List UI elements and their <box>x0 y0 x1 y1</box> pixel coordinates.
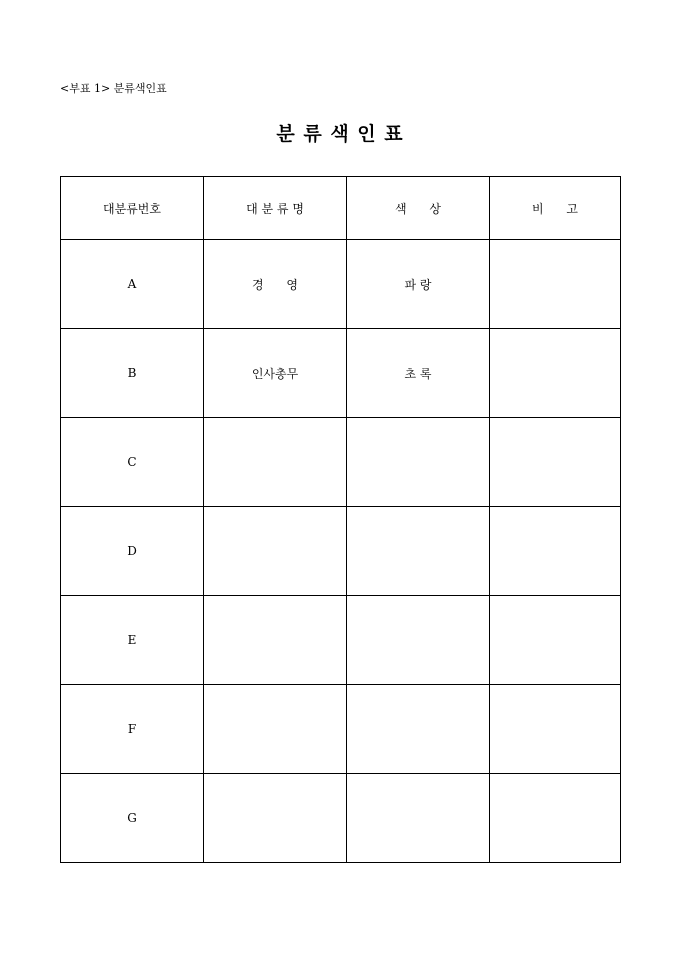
table-row <box>61 507 621 596</box>
category-number-cell: D <box>61 507 204 596</box>
page-title: 분 류 색 인 표 <box>276 123 404 145</box>
remarks-cell <box>490 685 621 774</box>
table-row <box>61 596 621 685</box>
category-number-cell: G <box>61 774 204 863</box>
table-row <box>61 685 621 774</box>
color-cell <box>347 685 490 774</box>
appendix-caption: <부표 1> 분류색인표 <box>60 82 167 95</box>
remarks-cell <box>490 240 621 329</box>
category-name-cell <box>204 596 347 685</box>
color-cell <box>347 596 490 685</box>
remarks-cell <box>490 507 621 596</box>
color-cell: 파 랑 <box>347 240 490 329</box>
category-name-cell <box>204 685 347 774</box>
header-color: 색 상 <box>347 177 490 240</box>
header-remarks: 비 고 <box>490 177 621 240</box>
category-number-cell: F <box>61 685 204 774</box>
table-row <box>61 329 621 418</box>
table-row <box>61 418 621 507</box>
table-header-row <box>61 177 621 240</box>
remarks-cell <box>490 329 621 418</box>
category-name-cell: 경 영 <box>204 240 347 329</box>
color-cell <box>347 774 490 863</box>
category-name-cell <box>204 418 347 507</box>
category-number-cell: A <box>61 240 204 329</box>
category-number-cell: E <box>61 596 204 685</box>
remarks-cell <box>490 596 621 685</box>
remarks-cell <box>490 418 621 507</box>
header-category-number: 대분류번호 <box>61 177 204 240</box>
category-name-cell <box>204 507 347 596</box>
category-name-cell <box>204 774 347 863</box>
table-row <box>61 774 621 863</box>
color-cell: 초 록 <box>347 329 490 418</box>
color-cell <box>347 418 490 507</box>
classification-index-table <box>60 176 621 863</box>
remarks-cell <box>490 774 621 863</box>
table-row <box>61 240 621 329</box>
category-number-cell: B <box>61 329 204 418</box>
header-category-name: 대 분 류 명 <box>204 177 347 240</box>
category-number-cell: C <box>61 418 204 507</box>
category-name-cell: 인사총무 <box>204 329 347 418</box>
color-cell <box>347 507 490 596</box>
